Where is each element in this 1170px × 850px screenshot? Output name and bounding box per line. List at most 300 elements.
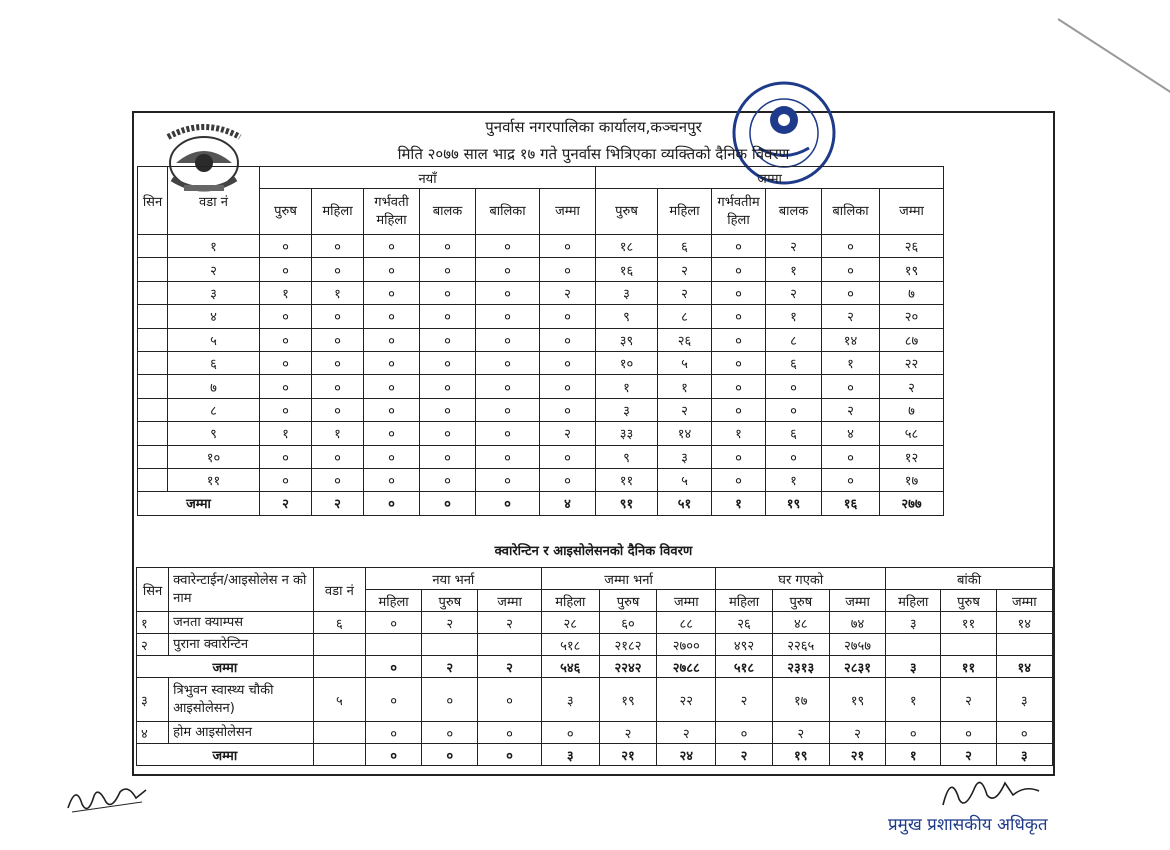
total-value-cell: ४	[822, 422, 880, 445]
ward-cell: ३	[168, 281, 260, 304]
total-value-cell: ८	[658, 305, 712, 328]
sn-cell	[138, 305, 168, 328]
q-value-cell: ०	[365, 678, 421, 722]
new-value-cell: ०	[476, 305, 540, 328]
total-value-cell: १	[658, 375, 712, 398]
new-value-cell: ०	[312, 351, 364, 374]
q-value-cell: ०	[886, 722, 941, 744]
total-value-cell: ०	[712, 375, 766, 398]
total-value-cell: ०	[712, 445, 766, 468]
new-value-cell: ०	[364, 281, 420, 304]
new-value-cell: ०	[540, 398, 596, 421]
q-sub-header: पुरुष	[599, 590, 656, 612]
q-value-cell: ०	[478, 678, 541, 722]
new-value-cell: ०	[312, 235, 364, 258]
q-group-went-home: घर गएको	[716, 568, 886, 590]
total-value-cell: ०	[712, 258, 766, 281]
q-sub-header: जम्मा	[829, 590, 885, 612]
new-value-cell: ०	[540, 351, 596, 374]
new-value-cell: ०	[260, 258, 312, 281]
q-value-cell: ४८	[772, 612, 829, 634]
q-value-cell: ०	[541, 722, 599, 744]
new-value-cell: ०	[260, 445, 312, 468]
q-ward-header: वडा नं	[313, 568, 365, 612]
sn-cell	[138, 235, 168, 258]
q-value-cell	[365, 634, 421, 656]
officer-designation: प्रमुख प्रशासकीय अधिकृत	[888, 815, 1048, 835]
q-total-label: जम्मा	[137, 656, 314, 678]
total-col-header: गर्भवतीम हिला	[712, 189, 766, 235]
total-value-cell: २	[822, 398, 880, 421]
total-value-cell: २	[658, 398, 712, 421]
q-total-cell: २३१३	[772, 656, 829, 678]
new-value-cell: १	[260, 422, 312, 445]
total-group-header: जम्मा	[596, 167, 944, 189]
q-value-cell	[478, 634, 541, 656]
new-value-cell: ०	[260, 375, 312, 398]
total-col-header: बालक	[766, 189, 822, 235]
q-value-cell: २	[478, 612, 541, 634]
q-value-cell	[886, 634, 941, 656]
new-value-cell: २	[540, 422, 596, 445]
new-value-cell: ०	[260, 328, 312, 351]
sn-cell	[138, 398, 168, 421]
total-value-cell: १७	[880, 468, 944, 491]
q-ward-cell	[313, 722, 365, 744]
q-total-cell: १	[886, 744, 941, 766]
total-value-cell: ०	[822, 235, 880, 258]
total-value-cell: ०	[766, 398, 822, 421]
left-signature	[62, 778, 152, 818]
quarantine-row	[137, 634, 1053, 656]
total-value-cell: २६	[880, 235, 944, 258]
total-value-cell: ०	[712, 281, 766, 304]
ward-row	[138, 445, 944, 468]
new-value-cell: ०	[364, 258, 420, 281]
q-value-cell	[941, 634, 996, 656]
new-value-cell: ०	[420, 281, 476, 304]
new-value-cell: ०	[540, 305, 596, 328]
q-value-cell: ०	[365, 612, 421, 634]
total-value-cell: ८७	[880, 328, 944, 351]
q-total-cell: ०	[365, 744, 421, 766]
total-value-cell: २२	[880, 351, 944, 374]
new-value-cell: ०	[364, 351, 420, 374]
total-value-cell: १	[766, 305, 822, 328]
q-sub-header: महिला	[886, 590, 941, 612]
total-value-cell: ०	[712, 235, 766, 258]
ward-cell: ९	[168, 422, 260, 445]
q-ward-cell: ५	[313, 678, 365, 722]
sn-cell	[138, 281, 168, 304]
total-value-cell: ०	[822, 375, 880, 398]
new-value-cell: ०	[420, 235, 476, 258]
q-value-cell: ३	[886, 612, 941, 634]
q-sub-header: जम्मा	[478, 590, 541, 612]
q-group-new-admission: नया भर्ना	[365, 568, 541, 590]
q-value-cell: १९	[829, 678, 885, 722]
q-value-cell: ७४	[829, 612, 885, 634]
total-value-cell: ५	[658, 468, 712, 491]
q-total-cell: २४	[657, 744, 716, 766]
sn-header: सिन	[138, 167, 168, 235]
q-total-cell: ११	[941, 656, 996, 678]
new-value-cell: ०	[476, 328, 540, 351]
office-title: पुनर्वास नगरपालिका कार्यालय,कञ्चनपुर	[485, 118, 702, 136]
total-value-cell: २	[880, 375, 944, 398]
ward-cell: १	[168, 235, 260, 258]
new-value-cell: ०	[420, 375, 476, 398]
q-sub-header: पुरुष	[772, 590, 829, 612]
quarantine-section-title: क्वारेन्टिन र आइसोलेसनको दैनिक विवरण	[494, 544, 693, 559]
ward-row	[138, 235, 944, 258]
new-col-header: जम्मा	[540, 189, 596, 235]
new-value-cell: ०	[312, 305, 364, 328]
grand-total-cell: २	[312, 492, 364, 515]
q-value-cell: १	[886, 678, 941, 722]
new-col-header: महिला	[312, 189, 364, 235]
ward-cell: २	[168, 258, 260, 281]
total-value-cell: ०	[766, 375, 822, 398]
total-value-cell: ११	[596, 468, 658, 491]
q-total-cell: २७८८	[657, 656, 716, 678]
new-col-header: गर्भवती महिला	[364, 189, 420, 235]
q-group-total-admission: जम्मा भर्ना	[541, 568, 716, 590]
q-name-header: क्वारेन्टाईन/आइसोलेस न को नाम	[169, 568, 314, 612]
q-value-cell	[422, 634, 478, 656]
quarantine-row	[137, 678, 1053, 722]
new-value-cell: ०	[540, 468, 596, 491]
total-value-cell: १४	[822, 328, 880, 351]
grand-total-cell: ९१	[596, 492, 658, 515]
new-value-cell: ०	[476, 398, 540, 421]
q-total-cell: ०	[478, 744, 541, 766]
q-name-cell: होम आइसोलेसन	[169, 722, 314, 744]
q-value-cell: २१८२	[599, 634, 656, 656]
quarantine-row	[137, 612, 1053, 634]
total-value-cell: २	[658, 281, 712, 304]
new-value-cell: ०	[312, 398, 364, 421]
q-total-cell: ५४६	[541, 656, 599, 678]
ward-total-row	[138, 492, 944, 515]
new-value-cell: १	[260, 281, 312, 304]
q-total-label: जम्मा	[137, 744, 314, 766]
total-value-cell: ३९	[596, 328, 658, 351]
q-value-cell: ०	[478, 722, 541, 744]
quarantine-row	[137, 722, 1053, 744]
q-value-cell: १७	[772, 678, 829, 722]
q-value-cell: २	[716, 678, 772, 722]
q-name-cell: त्रिभुवन स्वास्थ्य चौकी आइसोलेसन)	[169, 678, 314, 722]
quarantine-table	[136, 567, 1053, 766]
total-label: जम्मा	[138, 492, 260, 515]
q-total-cell: ३	[886, 656, 941, 678]
ward-row	[138, 351, 944, 374]
total-value-cell: ३	[596, 281, 658, 304]
scan-edge-line	[1057, 18, 1170, 96]
grand-total-cell: १९	[766, 492, 822, 515]
total-value-cell: १९	[880, 258, 944, 281]
sn-cell	[138, 258, 168, 281]
new-value-cell: ०	[420, 305, 476, 328]
q-value-cell	[996, 634, 1052, 656]
new-value-cell: ०	[364, 235, 420, 258]
q-sub-header: जम्मा	[657, 590, 716, 612]
q-value-cell: १९	[599, 678, 656, 722]
new-value-cell: ०	[476, 375, 540, 398]
grand-total-cell: २	[260, 492, 312, 515]
q-ward-cell: ६	[313, 612, 365, 634]
new-value-cell: ०	[420, 422, 476, 445]
new-value-cell: ०	[260, 468, 312, 491]
new-value-cell: ०	[540, 445, 596, 468]
sn-cell	[138, 351, 168, 374]
grand-total-cell: ०	[476, 492, 540, 515]
q-value-cell: २	[772, 722, 829, 744]
q-group-remaining: बांकी	[886, 568, 1053, 590]
new-value-cell: ०	[420, 398, 476, 421]
total-value-cell: ७	[880, 281, 944, 304]
q-total-cell: २१	[829, 744, 885, 766]
ward-cell: ११	[168, 468, 260, 491]
new-value-cell: ०	[420, 445, 476, 468]
new-col-header: पुरुष	[260, 189, 312, 235]
total-value-cell: ३	[658, 445, 712, 468]
q-value-cell: २	[422, 612, 478, 634]
q-value-cell: २	[941, 678, 996, 722]
q-value-cell: ६०	[599, 612, 656, 634]
q-value-cell: ०	[422, 722, 478, 744]
new-value-cell: ०	[312, 468, 364, 491]
grand-total-cell: १	[712, 492, 766, 515]
new-value-cell: ०	[420, 258, 476, 281]
total-value-cell: १४	[658, 422, 712, 445]
new-value-cell: ०	[364, 328, 420, 351]
total-value-cell: २६	[658, 328, 712, 351]
new-col-header: बालिका	[476, 189, 540, 235]
q-value-cell: २७५७	[829, 634, 885, 656]
grand-total-cell: ०	[364, 492, 420, 515]
total-value-cell: १	[766, 468, 822, 491]
total-value-cell: ०	[712, 351, 766, 374]
q-value-cell: १४	[996, 612, 1052, 634]
ward-header: वडा नं	[168, 167, 260, 235]
total-col-header: बालिका	[822, 189, 880, 235]
total-value-cell: ०	[766, 445, 822, 468]
new-value-cell: ०	[260, 305, 312, 328]
q-value-cell: २८	[541, 612, 599, 634]
grand-total-cell: ४	[540, 492, 596, 515]
q-value-cell: २	[829, 722, 885, 744]
q-name-cell: जनता क्याम्पस	[169, 612, 314, 634]
new-value-cell: २	[540, 281, 596, 304]
total-value-cell: २	[766, 235, 822, 258]
grand-total-cell: १६	[822, 492, 880, 515]
total-col-header: पुरुष	[596, 189, 658, 235]
q-value-cell: २२	[657, 678, 716, 722]
ward-row	[138, 398, 944, 421]
total-value-cell: २०	[880, 305, 944, 328]
sn-cell	[138, 375, 168, 398]
total-value-cell: १०	[596, 351, 658, 374]
total-value-cell: १	[596, 375, 658, 398]
total-value-cell: २	[822, 305, 880, 328]
q-value-cell: २	[657, 722, 716, 744]
total-value-cell: ६	[658, 235, 712, 258]
q-total-cell: २	[478, 656, 541, 678]
total-value-cell: ०	[822, 258, 880, 281]
q-blank-cell	[313, 744, 365, 766]
total-value-cell: ०	[822, 281, 880, 304]
new-value-cell: ०	[540, 375, 596, 398]
new-value-cell: ०	[476, 235, 540, 258]
total-value-cell: ०	[822, 468, 880, 491]
ward-cell: ६	[168, 351, 260, 374]
total-value-cell: ६	[766, 351, 822, 374]
new-value-cell: ०	[540, 258, 596, 281]
total-value-cell: ०	[822, 445, 880, 468]
ward-row	[138, 305, 944, 328]
q-total-cell: २	[941, 744, 996, 766]
total-value-cell: ३	[596, 398, 658, 421]
q-total-cell: २२४२	[599, 656, 656, 678]
q-total-cell: २	[422, 656, 478, 678]
q-blank-cell	[313, 656, 365, 678]
q-sn-cell: ४	[137, 722, 169, 744]
new-value-cell: ०	[476, 281, 540, 304]
q-total-cell: १४	[996, 656, 1052, 678]
quarantine-subtotal-row	[137, 656, 1053, 678]
total-value-cell: ९	[596, 305, 658, 328]
q-sub-header: जम्मा	[996, 590, 1052, 612]
q-total-cell: ०	[365, 656, 421, 678]
q-total-cell: १९	[772, 744, 829, 766]
ward-cell: ८	[168, 398, 260, 421]
total-value-cell: ०	[712, 398, 766, 421]
new-group-header: नयाँ	[260, 167, 596, 189]
ward-cell: ४	[168, 305, 260, 328]
q-value-cell: ०	[941, 722, 996, 744]
new-value-cell: ०	[364, 375, 420, 398]
ward-row	[138, 468, 944, 491]
new-value-cell: ०	[476, 422, 540, 445]
q-sub-header: महिला	[541, 590, 599, 612]
report-title: मिति २०७७ साल भाद्र १७ गते पुनर्वास भित्रिएका व्यक्तिको दैनिक विवरण	[397, 145, 790, 163]
q-total-cell: ०	[422, 744, 478, 766]
q-value-cell: ४९२	[716, 634, 772, 656]
q-value-cell: २	[599, 722, 656, 744]
q-sn-cell: ३	[137, 678, 169, 722]
q-value-cell: ८८	[657, 612, 716, 634]
total-value-cell: ३३	[596, 422, 658, 445]
total-value-cell: ५८	[880, 422, 944, 445]
total-value-cell: ५	[658, 351, 712, 374]
new-value-cell: ०	[312, 328, 364, 351]
q-value-cell: ३	[541, 678, 599, 722]
q-value-cell: २२६५	[772, 634, 829, 656]
new-value-cell: ०	[364, 468, 420, 491]
total-value-cell: १२	[880, 445, 944, 468]
new-value-cell: १	[312, 281, 364, 304]
q-value-cell: ५१८	[541, 634, 599, 656]
total-value-cell: १६	[596, 258, 658, 281]
new-value-cell: ०	[476, 445, 540, 468]
total-value-cell: १	[766, 258, 822, 281]
sn-cell	[138, 468, 168, 491]
sn-cell	[138, 328, 168, 351]
ward-row	[138, 422, 944, 445]
new-value-cell: ०	[476, 468, 540, 491]
ward-row	[138, 375, 944, 398]
grand-total-cell: २७७	[880, 492, 944, 515]
total-value-cell: १८	[596, 235, 658, 258]
grand-total-cell: ०	[420, 492, 476, 515]
ward-cell: ५	[168, 328, 260, 351]
total-value-cell: ९	[596, 445, 658, 468]
q-value-cell: ०	[422, 678, 478, 722]
grand-total-cell: ५१	[658, 492, 712, 515]
q-value-cell: ०	[996, 722, 1052, 744]
ward-row	[138, 281, 944, 304]
q-total-cell: २१	[599, 744, 656, 766]
sn-cell	[138, 445, 168, 468]
q-sn-cell: २	[137, 634, 169, 656]
new-value-cell: ०	[476, 351, 540, 374]
q-value-cell: ०	[365, 722, 421, 744]
new-value-cell: ०	[312, 445, 364, 468]
new-value-cell: ०	[364, 445, 420, 468]
ward-arrivals-table	[137, 166, 944, 516]
new-col-header: बालक	[420, 189, 476, 235]
ward-row	[138, 258, 944, 281]
new-value-cell: ०	[260, 398, 312, 421]
q-total-cell: ३	[996, 744, 1052, 766]
total-value-cell: ०	[712, 328, 766, 351]
new-value-cell: ०	[540, 328, 596, 351]
q-name-cell: पुराना क्वारेन्टिन	[169, 634, 314, 656]
new-value-cell: ०	[420, 351, 476, 374]
total-col-header: जम्मा	[880, 189, 944, 235]
q-total-cell: २८३१	[829, 656, 885, 678]
new-value-cell: ०	[364, 305, 420, 328]
q-value-cell: २६	[716, 612, 772, 634]
new-value-cell: ०	[312, 375, 364, 398]
total-value-cell: १	[822, 351, 880, 374]
q-total-cell: ५१८	[716, 656, 772, 678]
sn-cell	[138, 422, 168, 445]
q-value-cell: ३	[996, 678, 1052, 722]
q-value-cell: २७००	[657, 634, 716, 656]
total-value-cell: १	[712, 422, 766, 445]
ward-row	[138, 328, 944, 351]
total-value-cell: २	[658, 258, 712, 281]
q-total-cell: ३	[541, 744, 599, 766]
total-value-cell: ७	[880, 398, 944, 421]
new-value-cell: ०	[364, 398, 420, 421]
new-value-cell: ०	[312, 258, 364, 281]
new-value-cell: ०	[364, 422, 420, 445]
total-value-cell: ०	[712, 305, 766, 328]
q-sub-header: पुरुष	[941, 590, 996, 612]
q-sub-header: महिला	[365, 590, 421, 612]
q-sn-cell: १	[137, 612, 169, 634]
total-value-cell: ०	[712, 468, 766, 491]
total-value-cell: ६	[766, 422, 822, 445]
quarantine-total-row	[137, 744, 1053, 766]
new-value-cell: ०	[540, 235, 596, 258]
new-value-cell: ०	[260, 235, 312, 258]
q-value-cell: ०	[716, 722, 772, 744]
